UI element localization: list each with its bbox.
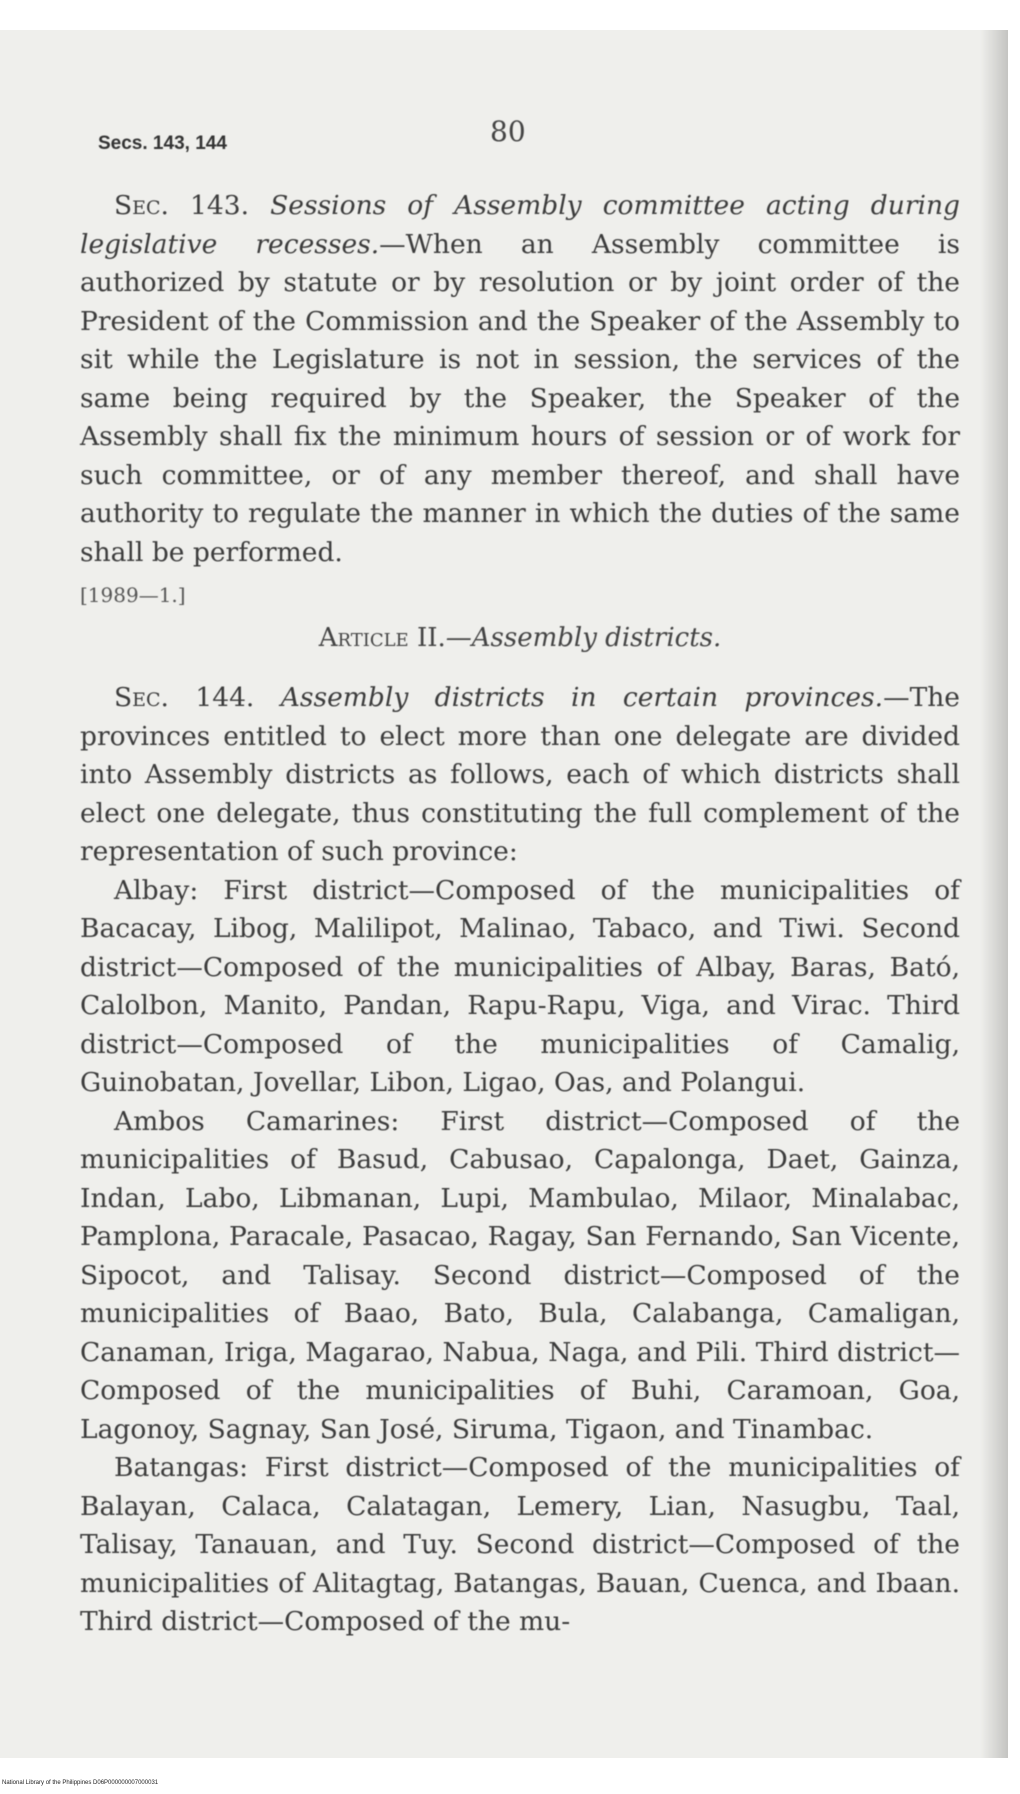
province-name: Ambos Camarines bbox=[114, 1105, 391, 1137]
province-text: : First district—Composed of the municipalities of Bacacay, Libog, Malilipot, Malinao, Tabaco, and Tiwi. Second district—Composed of the municipalities of Albay, Baras, Bató, Calolbon, Manito, Pandan, Rapu-Rapu, Viga, and Virac. Third district—Composed of the municipalities of Camalig, Guinobatan, Jovellar, Libon, Ligao, Oas, and Polangui. bbox=[80, 874, 960, 1098]
section-143 bbox=[80, 187, 960, 572]
page-number: 80 bbox=[490, 115, 526, 148]
province-ambos-camarines bbox=[80, 1103, 960, 1450]
section-143-title: Sessions of Assembly committee acting during legislative recesses. bbox=[80, 190, 960, 260]
section-144-title: Assembly districts in certain provinces. bbox=[280, 682, 884, 713]
section-144-body: —The provinces entitled to elect more than one delegate are divided into Assembly districts as follows, each of which districts shall elect one delegate, thus constituting the full complement of the representation of such province: bbox=[80, 682, 960, 867]
province-albay bbox=[80, 872, 960, 1103]
section-143-citation: [1989—1.] bbox=[80, 583, 186, 607]
article-label: Article II. bbox=[318, 622, 446, 653]
section-143-body: —When an Assembly committee is authorized by statute or by resolution or by joint order of the President of the Commission and the Speaker of the Assembly to sit while the Legislature is not in session, the services of the same being required by the Speaker, the Speaker of the Assembly shall fix the minimum hours of session or of work for such committee, or of any member thereof, and shall have authority to regulate the manner in which the duties of the same shall be performed. bbox=[80, 228, 960, 568]
section-144-label: Sec. 144. bbox=[114, 682, 255, 713]
running-head: Secs. 143, 144 bbox=[98, 133, 227, 154]
spine-shadow bbox=[980, 30, 1008, 1758]
text-area bbox=[80, 85, 960, 1642]
section-143-label: Sec. 143. bbox=[114, 190, 250, 221]
province-text: : First district—Composed of the municipalities of Balayan, Calaca, Calatagan, Lemery, Lian, Nasugbu, Taal, Talisay, Tanauan, and Tuy. Second district—Composed of the municipalities of Alitagtag, Batangas, Bauan, Cuenca, and Ibaan. Third district—Composed of the mu- bbox=[80, 1452, 960, 1637]
article-heading bbox=[80, 619, 960, 658]
article-title: —Assembly districts. bbox=[445, 622, 722, 653]
province-name: Albay bbox=[114, 874, 190, 906]
source-note: National Library of the Philippines D06P000000007000031 bbox=[2, 1780, 159, 1786]
book-page bbox=[0, 30, 1008, 1758]
body-text bbox=[80, 187, 960, 1642]
section-144 bbox=[80, 679, 960, 872]
province-name: Batangas bbox=[114, 1452, 240, 1483]
province-batangas bbox=[80, 1449, 960, 1642]
page-header bbox=[80, 85, 960, 154]
province-text: : First district—Composed of the municipalities of Basud, Cabusao, Capalonga, Daet, Gainza, Indan, Labo, Libmanan, Lupi, Mambulao, Milaor, Minalabac, Pamplona, Paracale, Pasacao, Ragay, San Fernando, San Vicente, Sipocot, and Talisay. Second district—Composed of the municipalities of Baao, Bato, Bula, Calabanga, Camaligan, Canaman, Iriga, Magarao, Nabua, Naga, and Pili. Third district—Composed of the municipalities of Buhi, Caramoan, Goa, Lagonoy, Sagnay, San José, Siruma, Tigaon, and Tinambac. bbox=[80, 1105, 961, 1445]
